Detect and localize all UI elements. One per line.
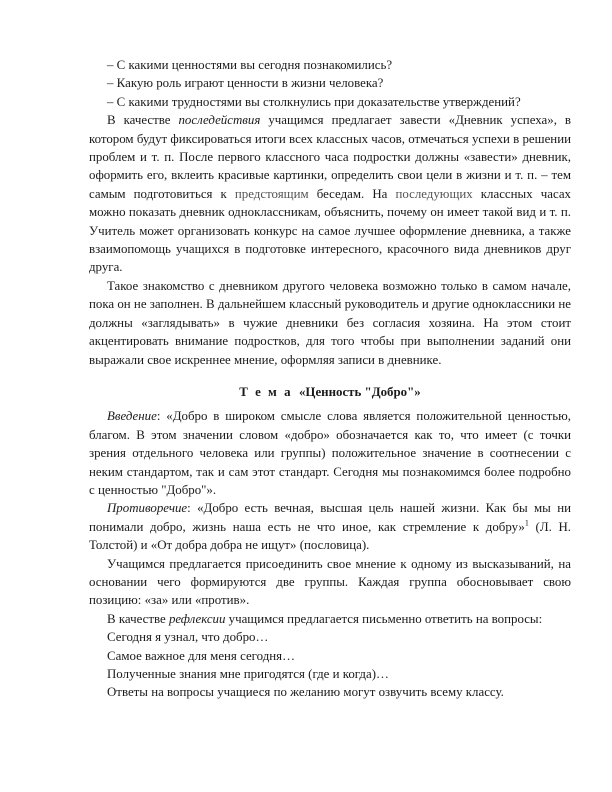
introduction-text: : «Добро в широком смысле слова является положительной ценностью, благом. В этом значении словом «добро» обозначается как то, что имеет (с точки зрения отдельного человека или группы) положительное значение в соотнесении с неким стандартом, так и сам этот стандарт. Сегодня мы познакомимся более подробно с ценностью "Добро"». — [89, 409, 571, 497]
introduction-term: Введение — [107, 409, 157, 424]
aftereffect-paragraph — [89, 111, 571, 277]
aftereffect-text-c: классных часах можно показать дневник одноклассникам, объяснить, почему он имеет такой вид и т. п. Учитель может организовать конкурс на самое лучшее оформление дневника, а также взаимопомощь учащихся в подготовке интересного, красочного вида дневников друг друга. — [89, 186, 571, 275]
aftereffect-muted-b: последующих — [395, 186, 473, 201]
students-paragraph: Учащимся предлагается присоединить свое мнение к одному из высказываний, на основании чего формируются две группы. Каждая группа обосновывает свою позицию: «за» или «против». — [89, 556, 571, 608]
prompt-line: Полученные знания мне пригодятся (где и когда)… — [107, 667, 389, 681]
reflection-lead: В качестве — [107, 611, 169, 626]
aftereffect-text-b: беседам. На — [308, 186, 396, 201]
aftereffect-text-a: учащимся предлагает завести «Дневник успеха», в котором будут фиксироваться итоги всех классных часов, отмечаться успехи в решении проблем и т. п. После первого классного часа подростки должны «завести» дневник, оформить его, вклеить красивые картинки, определить свои цели в жизни и т. п. – тем самым подготовиться к — [89, 113, 571, 201]
question-line: – С какими ценностями вы сегодня познакомились? — [107, 58, 393, 72]
contradiction-text-a: : «Добро есть вечная, высшая цель нашей жизни. Как бы мы ни понимали добро, жизнь наша есть не что иное, как стремление к добру» — [89, 501, 571, 534]
reflection-paragraph — [89, 610, 571, 628]
contradiction-term: Противоречие — [107, 501, 188, 516]
footnote-marker[interactable]: 1 — [524, 518, 529, 528]
aftereffect-muted-a: предстоящим — [234, 186, 309, 201]
contradiction-text-b: (Л. Н. Толстой) и «От добра добра не ищут» (пословица). — [89, 519, 571, 553]
introduction-paragraph — [89, 407, 571, 499]
reflection-text: учащимся предлагается письменно ответить на вопросы: — [225, 611, 543, 626]
contradiction-paragraph — [89, 499, 571, 554]
prompt-line: Ответы на вопросы учащиеся по желанию могут озвучить всему классу. — [107, 685, 504, 700]
question-line: – С какими трудностями вы столкнулись при доказательстве утверждений? — [107, 94, 521, 109]
prompt-line: Самое важное для меня сегодня… — [107, 648, 296, 663]
topic-heading — [89, 383, 571, 401]
document-page — [89, 56, 571, 702]
diary-paragraph: Такое знакомство с дневником другого человека возможно только в самом начале, пока он не заполнен. В дальнейшем классный руководитель и другие одноклассники не должны «заглядывать» в чужие дневники без согласия хозяина. На этом стоит акцентировать внимание подростков, для того чтобы при выполнении заданий они выражали свое искреннее мнение, оформляя записи в дневнике. — [89, 278, 571, 367]
reflection-term: рефлексии — [168, 611, 226, 626]
topic-title: «Ценность "Добро"» — [298, 384, 421, 399]
question-line: – Какую роль играют ценности в жизни человека? — [107, 76, 384, 91]
aftereffect-term: последействия — [178, 113, 261, 128]
topic-label: Т е м а — [239, 384, 293, 399]
prompt-line: Сегодня я узнал, что добро… — [107, 630, 269, 645]
aftereffect-lead: В качестве — [107, 113, 179, 128]
